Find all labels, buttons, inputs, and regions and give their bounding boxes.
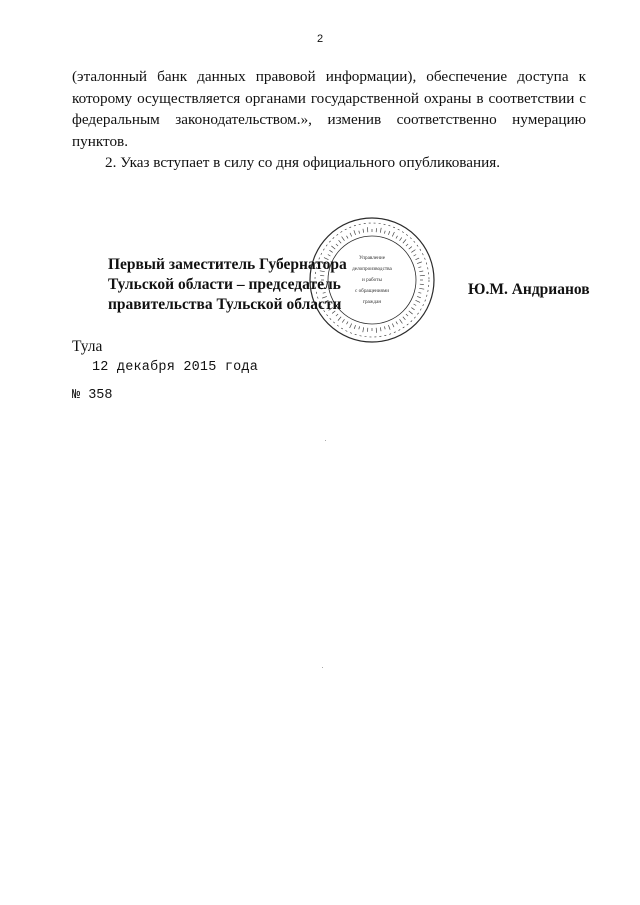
seal-ring-mark — [414, 255, 417, 257]
seal-ring-mark — [406, 244, 408, 246]
seal-ring-mark — [329, 250, 332, 252]
scan-speck — [325, 440, 326, 441]
seal-ring-mark — [418, 267, 421, 268]
seal-ring-mark — [411, 308, 414, 310]
seal-ring-mark — [380, 327, 381, 331]
seal-ring-mark — [392, 324, 394, 328]
seal-ring-mark — [359, 326, 360, 329]
seal-ring-mark — [363, 229, 364, 233]
seal-ring-mark — [392, 232, 394, 237]
seal-text-line: с обращениями — [354, 288, 390, 294]
page-number: 2 — [316, 33, 324, 45]
seal-ring-mark — [342, 237, 345, 241]
seal-ring-mark — [338, 317, 341, 321]
seal-ring-mark — [396, 236, 398, 239]
seal-ring-mark — [406, 314, 408, 316]
paragraph-1-line-1: (эталонный банк данных правовой информации), обеспечение доступа к — [72, 68, 586, 85]
seal-ring-mark — [359, 231, 360, 234]
seal-ring-mark — [384, 326, 385, 329]
seal-ring-mark — [363, 327, 364, 332]
signatory-position-line: Тульской области – председатель — [108, 276, 341, 293]
paragraph-1 — [72, 66, 586, 152]
seal-text-line: Управление — [358, 255, 386, 261]
seal-ring-mark — [354, 230, 356, 235]
seal-ring-mark — [342, 319, 344, 322]
seal-ring-mark — [384, 231, 385, 234]
seal-ring-mark — [409, 247, 412, 250]
seal-ring-mark — [380, 228, 381, 233]
paragraph-2: 2. Указ вступает в силу со дня официального опубликования. — [105, 154, 501, 172]
seal-ring-mark — [331, 246, 335, 249]
seal-ring-mark — [414, 304, 417, 306]
seal-ring-mark — [403, 317, 406, 320]
scan-speck — [322, 667, 323, 668]
seal-ring-mark — [400, 319, 403, 323]
seal-ring-mark — [419, 288, 424, 289]
seal-ring-mark — [411, 250, 415, 253]
document-city: Тула — [72, 338, 103, 355]
seal-ring-mark — [417, 296, 421, 297]
seal-ring-mark — [418, 292, 421, 293]
seal-ring-mark — [347, 236, 349, 239]
document-number: № 358 — [72, 388, 113, 403]
paragraph-1-line-3: федеральным законодательством.», изменив соответственно нумерацию — [72, 111, 586, 129]
seal-ring-mark — [403, 239, 406, 243]
seal-ring-mark — [388, 231, 389, 235]
body-text — [72, 66, 586, 174]
signatory-position — [108, 255, 347, 315]
seal-ring-mark — [350, 324, 352, 329]
seal-ring-mark — [396, 322, 398, 325]
signatory-position-line: правительства Тульской области — [108, 296, 342, 313]
signatory-position-line: Первый заместитель Губернатора — [108, 256, 347, 273]
seal-ring-mark — [350, 233, 352, 237]
seal-ring-mark — [409, 311, 413, 314]
document-date: 12 декабря 2015 года — [92, 360, 259, 375]
seal-ring-mark — [416, 258, 420, 260]
seal-ring-mark — [419, 271, 423, 272]
seal-ring-mark — [417, 262, 422, 264]
seal-ring-mark — [388, 325, 390, 330]
seal-ring-mark — [339, 240, 342, 243]
seal-text-line: граждан — [362, 299, 382, 305]
paragraph-1-line-4: пунктов. — [72, 132, 129, 150]
seal-ring-mark — [336, 244, 338, 246]
seal-ring-mark — [416, 300, 421, 302]
seal-ring-mark — [354, 325, 355, 329]
seal-text-line: делопроизводства — [352, 266, 392, 272]
seal-ring-mark — [400, 237, 402, 240]
seal-ring-mark — [347, 322, 349, 325]
seal-text-line: и работы — [362, 277, 382, 283]
signatory-name: Ю.М. Андрианов — [468, 281, 590, 298]
paragraph-1-line-2: которому осуществляется органами государственной охраны в соответствии с — [72, 89, 586, 107]
